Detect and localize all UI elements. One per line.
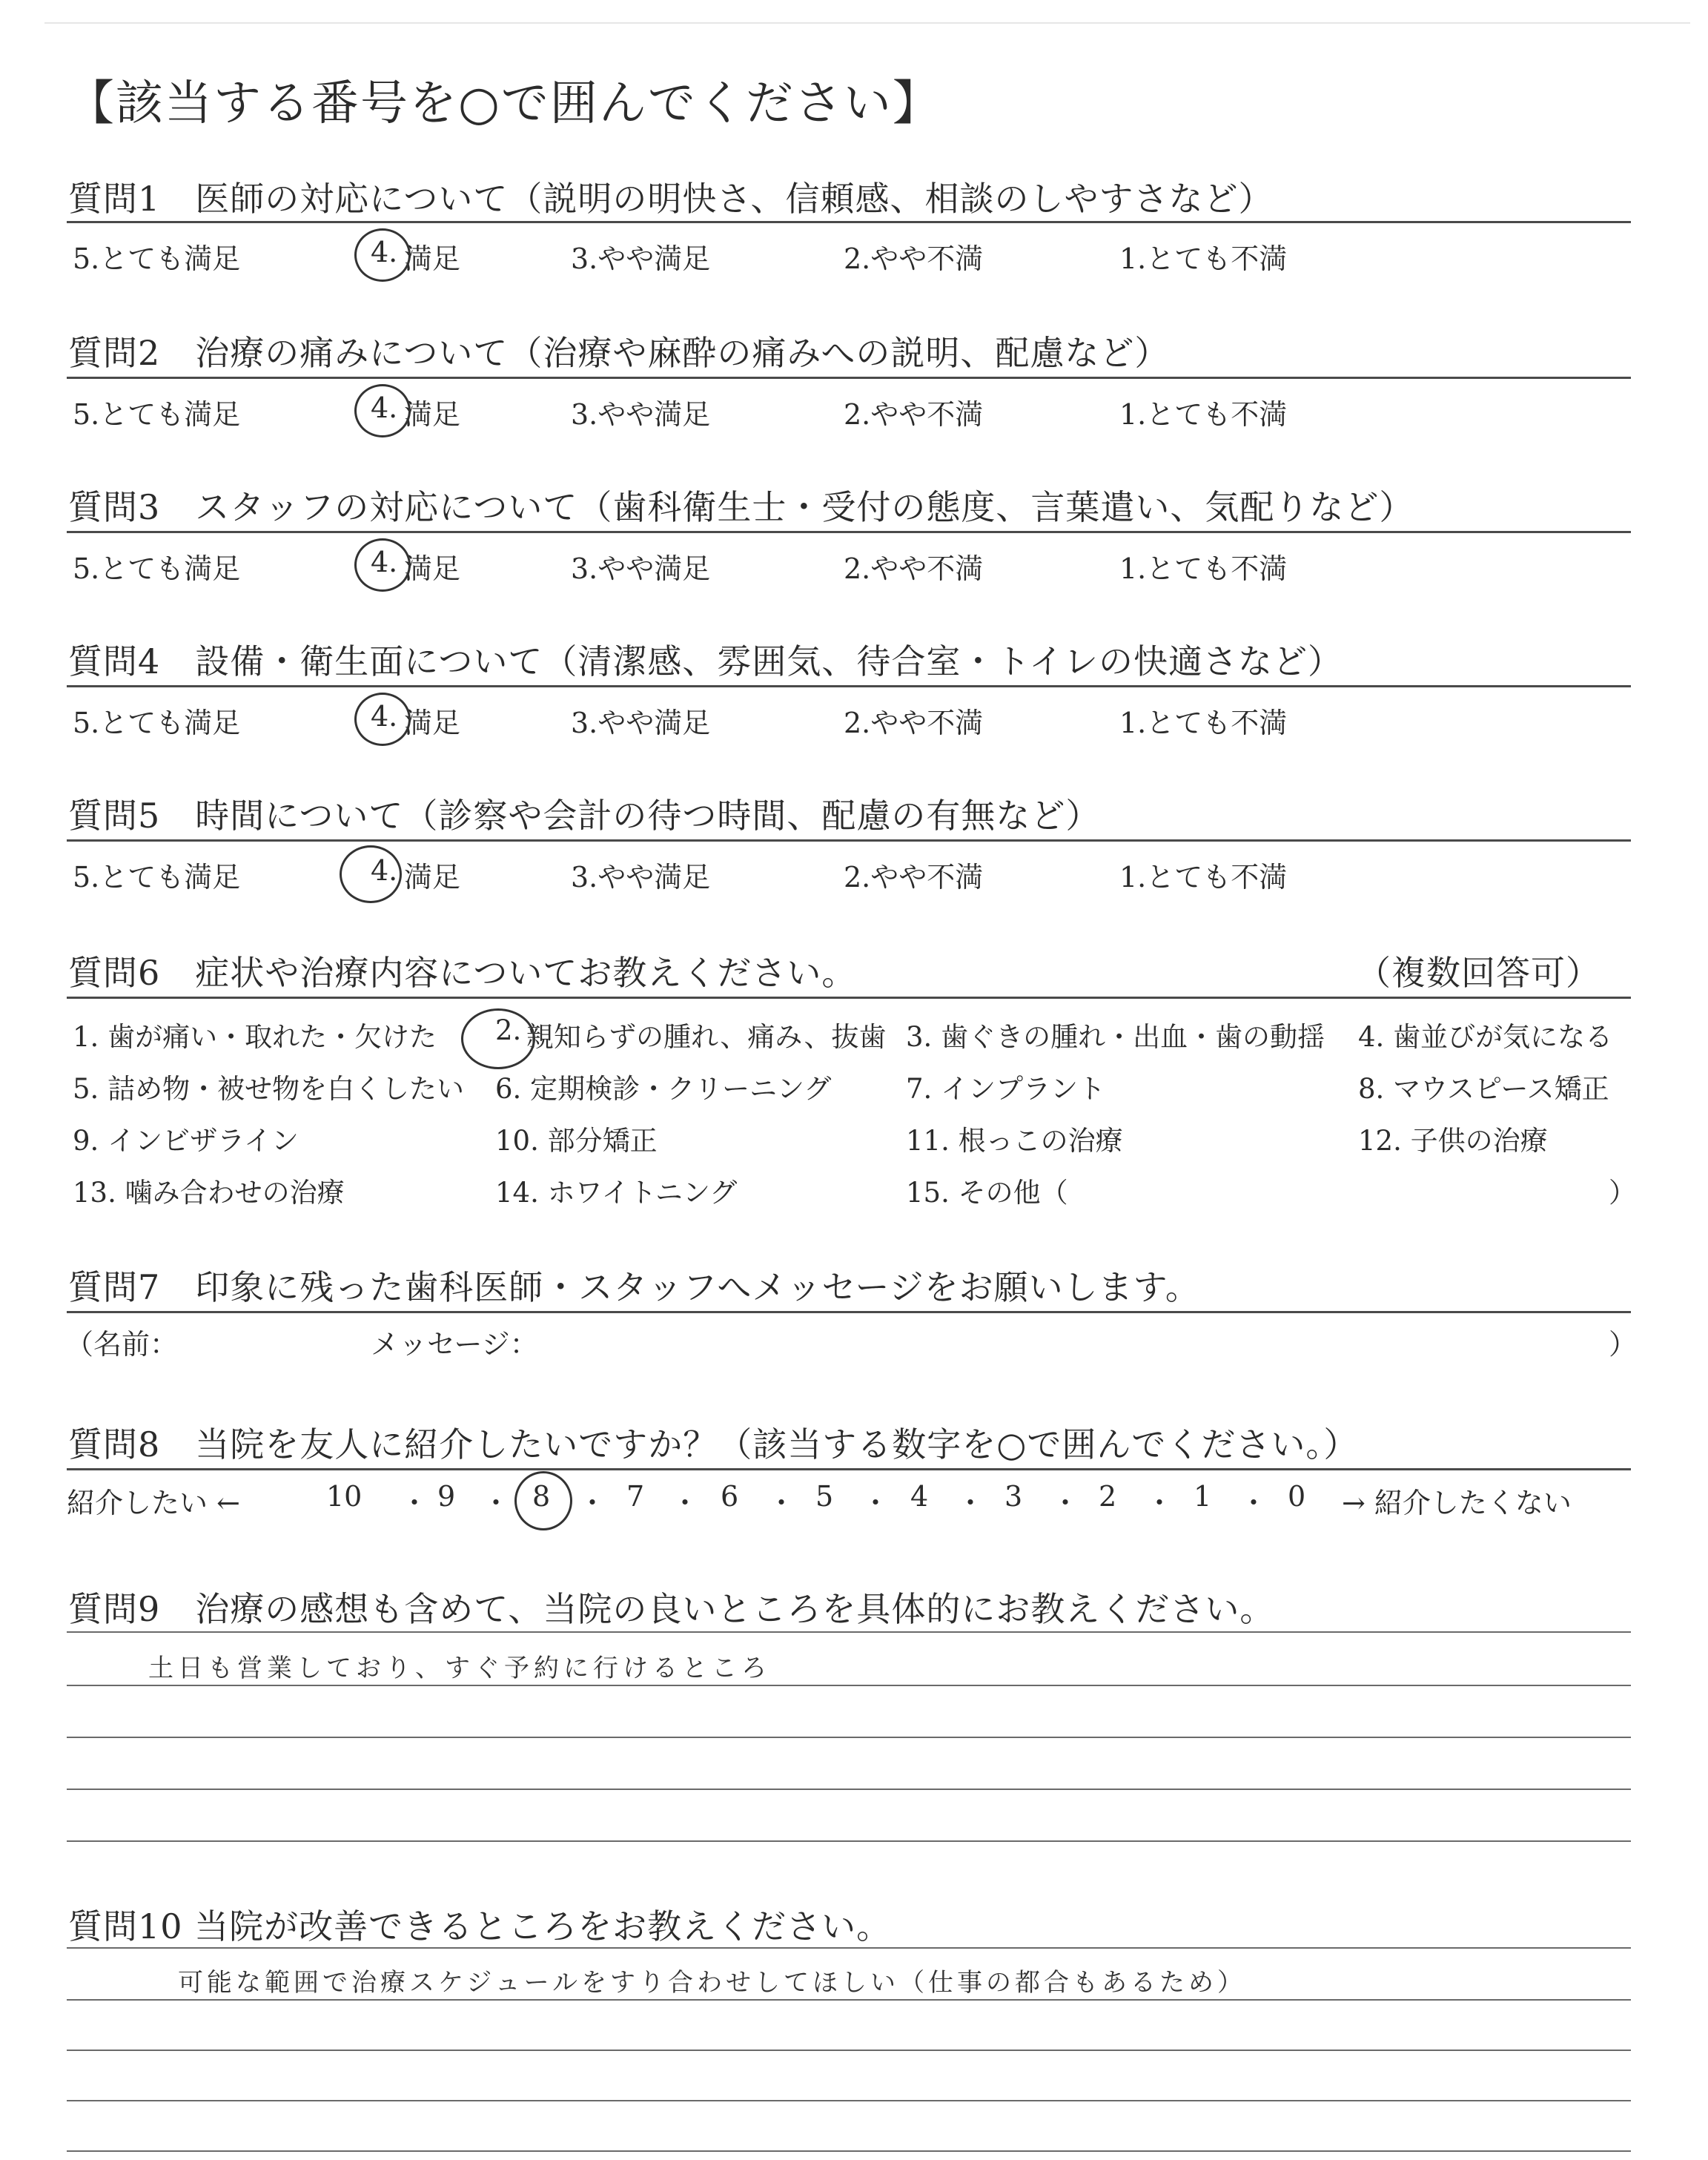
symptom-option-5[interactable]: 5. 詰め物・被せ物を白くしたい bbox=[73, 1073, 465, 1105]
page-header: 【該当する番号を○で囲んでください】 bbox=[67, 76, 941, 131]
scale-3[interactable]: 3 bbox=[1004, 1480, 1023, 1513]
question-3-rule bbox=[67, 531, 1631, 533]
option-1-very-dissatisfied[interactable]: 1.とても不満 bbox=[1119, 242, 1288, 275]
symptom-option-15[interactable]: 15. その他（ bbox=[906, 1177, 1068, 1209]
q9-handwritten-answer: 土日も営業しており、すぐ予約に行けるところ bbox=[148, 1654, 771, 1683]
answer-line bbox=[67, 1999, 1631, 2001]
option-3-somewhat-satisfied[interactable]: 3.やや満足 bbox=[571, 398, 711, 431]
option-1-very-dissatisfied[interactable]: 1.とても不満 bbox=[1119, 707, 1288, 739]
scale-dot: ・ bbox=[1239, 1487, 1268, 1519]
answer-line bbox=[67, 1947, 1631, 1949]
symptom-option-13[interactable]: 13. 噛み合わせの治療 bbox=[73, 1177, 345, 1209]
option-2-somewhat-dissatisfied[interactable]: 2.やや不満 bbox=[844, 552, 984, 585]
selection-circle bbox=[354, 384, 411, 437]
symptom-option-3[interactable]: 3. 歯ぐきの腫れ・出血・歯の動揺 bbox=[906, 1021, 1325, 1053]
selection-circle bbox=[340, 845, 402, 903]
selection-circle bbox=[354, 538, 411, 592]
symptom-option-7[interactable]: 7. インプラント bbox=[906, 1073, 1106, 1105]
option-4-satisfied[interactable]: 満足 bbox=[404, 707, 461, 739]
question-6-rule bbox=[67, 997, 1631, 999]
option-4-satisfied[interactable]: 満足 bbox=[404, 242, 461, 275]
symptom-option-12[interactable]: 12. 子供の治療 bbox=[1358, 1125, 1548, 1157]
scale-9[interactable]: 9 bbox=[437, 1480, 456, 1513]
scale-dot: ・ bbox=[1051, 1487, 1080, 1519]
selection-circle bbox=[514, 1471, 572, 1530]
question-10-title: 質問10 当院が改善できるところをお教えください。 bbox=[68, 1906, 892, 1946]
answer-line bbox=[67, 2050, 1631, 2051]
scale-1[interactable]: 1 bbox=[1194, 1480, 1212, 1513]
scale-dot: ・ bbox=[482, 1487, 511, 1519]
q10-handwritten-answer: 可能な範囲で治療スケジュールをすり合わせしてほしい（仕事の都合もあるため） bbox=[178, 1968, 1246, 1998]
symptom-option-4[interactable]: 4. 歯並びが気になる bbox=[1358, 1021, 1613, 1053]
question-1-rule bbox=[67, 221, 1631, 223]
scale-2[interactable]: 2 bbox=[1099, 1480, 1117, 1513]
answer-line bbox=[67, 1840, 1631, 1842]
answer-line bbox=[67, 1737, 1631, 1738]
scale-dot: ・ bbox=[578, 1487, 607, 1519]
symptom-option-9[interactable]: 9. インビザライン bbox=[73, 1125, 299, 1157]
question-8-title: 質問8 当院を友人に紹介したいですか？（該当する数字を○で囲んでください。） bbox=[68, 1424, 1359, 1464]
option-1-very-dissatisfied[interactable]: 1.とても不満 bbox=[1119, 398, 1288, 431]
recommend-right-label: → 紹介したくない bbox=[1342, 1487, 1572, 1519]
scale-dot: ・ bbox=[400, 1487, 429, 1519]
option-5-very-satisfied[interactable]: 5.とても満足 bbox=[73, 861, 241, 894]
question-3-title: 質問3 スタッフの対応について（歯科衛生士・受付の態度、言葉遣い、気配りなど） bbox=[68, 487, 1414, 527]
question-2-title: 質問2 治療の痛みについて（治療や麻酔の痛みへの説明、配慮など） bbox=[68, 333, 1170, 373]
message-label: メッセージ： bbox=[371, 1328, 538, 1361]
option-5-very-satisfied[interactable]: 5.とても満足 bbox=[73, 552, 241, 585]
option-1-very-dissatisfied[interactable]: 1.とても不満 bbox=[1119, 552, 1288, 585]
option-4-number[interactable]: 4. bbox=[371, 546, 398, 578]
symptom-option-14[interactable]: 14. ホワイトニング bbox=[495, 1177, 738, 1209]
selection-circle bbox=[461, 1008, 535, 1069]
answer-line bbox=[67, 2100, 1631, 2101]
option-4-number[interactable]: 4. bbox=[371, 700, 398, 733]
symptom-option-8[interactable]: 8. マウスピース矯正 bbox=[1358, 1073, 1609, 1105]
question-5-title: 質問5 時間について（診察や会計の待つ時間、配慮の有無など） bbox=[68, 796, 1101, 836]
question-8-rule bbox=[67, 1468, 1631, 1470]
question-9-title: 質問9 治療の感想も含めて、当院の良いところを具体的にお教えください。 bbox=[68, 1589, 1275, 1629]
option-5-very-satisfied[interactable]: 5.とても満足 bbox=[73, 707, 241, 739]
scale-dot: ・ bbox=[956, 1487, 985, 1519]
symptom-option-10[interactable]: 10. 部分矯正 bbox=[495, 1125, 658, 1157]
question-4-title: 質問4 設備・衛生面について（清潔感、雰囲気、待合室・トイレの快適さなど） bbox=[68, 641, 1343, 681]
scale-4[interactable]: 4 bbox=[910, 1480, 929, 1513]
scale-dot: ・ bbox=[1145, 1487, 1174, 1519]
answer-line bbox=[67, 1685, 1631, 1686]
question-7-rule bbox=[67, 1311, 1631, 1313]
option-3-somewhat-satisfied[interactable]: 3.やや満足 bbox=[571, 861, 711, 894]
option-4-satisfied[interactable]: 満足 bbox=[404, 398, 461, 431]
symptom-option-1[interactable]: 1. 歯が痛い・取れた・欠けた bbox=[73, 1021, 437, 1053]
option-4-satisfied[interactable]: 満足 bbox=[404, 552, 461, 585]
option-5-very-satisfied[interactable]: 5.とても満足 bbox=[73, 398, 241, 431]
scale-10[interactable]: 10 bbox=[326, 1480, 363, 1513]
scale-6[interactable]: 6 bbox=[721, 1480, 739, 1513]
answer-line bbox=[67, 2150, 1631, 2152]
other-close-paren: ） bbox=[1609, 1177, 1636, 1209]
option-4-number[interactable]: 4. bbox=[371, 854, 398, 887]
name-label: （名前： bbox=[65, 1328, 179, 1361]
symptom-option-11[interactable]: 11. 根っこの治療 bbox=[906, 1125, 1123, 1157]
scale-7[interactable]: 7 bbox=[626, 1480, 645, 1513]
question-7-title: 質問7 印象に残った歯科医師・スタッフへメッセージをお願いします。 bbox=[68, 1267, 1200, 1307]
question-5-rule bbox=[67, 839, 1631, 842]
option-5-very-satisfied[interactable]: 5.とても満足 bbox=[73, 242, 241, 275]
symptom-option-6[interactable]: 6. 定期検診・クリーニング bbox=[495, 1073, 832, 1105]
selection-circle bbox=[354, 693, 411, 746]
option-4-satisfied[interactable]: 満足 bbox=[404, 861, 461, 894]
option-3-somewhat-satisfied[interactable]: 3.やや満足 bbox=[571, 707, 711, 739]
option-4-number[interactable]: 4. bbox=[371, 392, 398, 424]
question-6-title: 質問6 症状や治療内容についてお教えください。 bbox=[68, 953, 857, 993]
option-3-somewhat-satisfied[interactable]: 3.やや満足 bbox=[571, 552, 711, 585]
scale-dot: ・ bbox=[671, 1487, 700, 1519]
question-1-title: 質問1 医師の対応について（説明の明快さ、信頼感、相談のしやすさなど） bbox=[68, 179, 1274, 219]
answer-line bbox=[67, 1789, 1631, 1790]
scale-dot: ・ bbox=[767, 1487, 796, 1519]
option-2-somewhat-dissatisfied[interactable]: 2.やや不満 bbox=[844, 861, 984, 894]
option-1-very-dissatisfied[interactable]: 1.とても不満 bbox=[1119, 861, 1288, 894]
recommend-left-label: 紹介したい ← bbox=[67, 1487, 240, 1519]
scale-5[interactable]: 5 bbox=[815, 1480, 834, 1513]
question-6-note: （複数回答可） bbox=[1357, 953, 1601, 993]
scale-8[interactable]: 8 bbox=[532, 1480, 551, 1513]
scale-dot: ・ bbox=[861, 1487, 890, 1519]
answer-line bbox=[67, 1631, 1631, 1633]
option-3-somewhat-satisfied[interactable]: 3.やや満足 bbox=[571, 242, 711, 275]
scale-0[interactable]: 0 bbox=[1288, 1480, 1306, 1513]
question-2-rule bbox=[67, 377, 1631, 379]
scan-top-edge bbox=[44, 22, 1690, 24]
message-close-paren: ） bbox=[1609, 1328, 1638, 1361]
question-4-rule bbox=[67, 685, 1631, 687]
symptom-option-2-number[interactable]: 2. bbox=[495, 1014, 522, 1046]
option-2-somewhat-dissatisfied[interactable]: 2.やや不満 bbox=[844, 707, 984, 739]
symptom-option-2[interactable]: 親知らずの腫れ、痛み、抜歯 bbox=[526, 1021, 887, 1053]
option-2-somewhat-dissatisfied[interactable]: 2.やや不満 bbox=[844, 398, 984, 431]
option-4-number[interactable]: 4. bbox=[371, 236, 398, 268]
selection-circle bbox=[354, 228, 411, 282]
option-2-somewhat-dissatisfied[interactable]: 2.やや不満 bbox=[844, 242, 984, 275]
